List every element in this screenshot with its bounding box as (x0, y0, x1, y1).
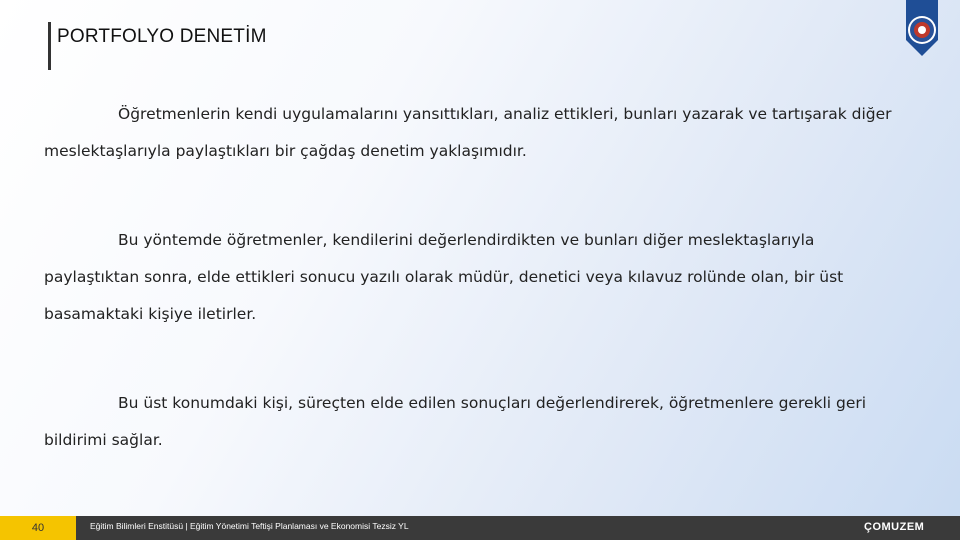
page-number: 40 (0, 516, 76, 540)
paragraph-3: Bu üst konumdaki kişi, süreçten elde edilen sonuçları değerlendirerek, öğretmenlere gerekli geri bildirimi sağlar. (44, 394, 867, 449)
university-emblem-icon (902, 0, 942, 58)
paragraph-1: Öğretmenlerin kendi uygulamalarını yansıttıkları, analiz ettikleri, bunları yazarak ve tartışarak diğer meslektaşlarıyla paylaştıkları bir çağdaş denetim yaklaşımıdır. (44, 105, 892, 160)
main-content (44, 96, 914, 511)
footer-caption: Eğitim Bilimleri Enstitüsü | Eğitim Yönetimi Teftişi Planlaması ve Ekonomisi Tezsiz YL (90, 521, 409, 531)
title-accent-bar (48, 22, 51, 70)
paragraph-2: Bu yöntemde öğretmenler, kendilerini değerlendirdikten ve bunları diğer meslektaşlarıyla paylaştıktan sonra, elde ettikleri sonucu yazılı olarak müdür, denetici veya kılavuz rolünde olan, bir üst basamaktaki kişiye iletirler. (44, 231, 844, 323)
brand-logo-text: ÇOMUZEM (864, 521, 925, 533)
page-title: PORTFOLYO DENETİM (57, 26, 267, 47)
